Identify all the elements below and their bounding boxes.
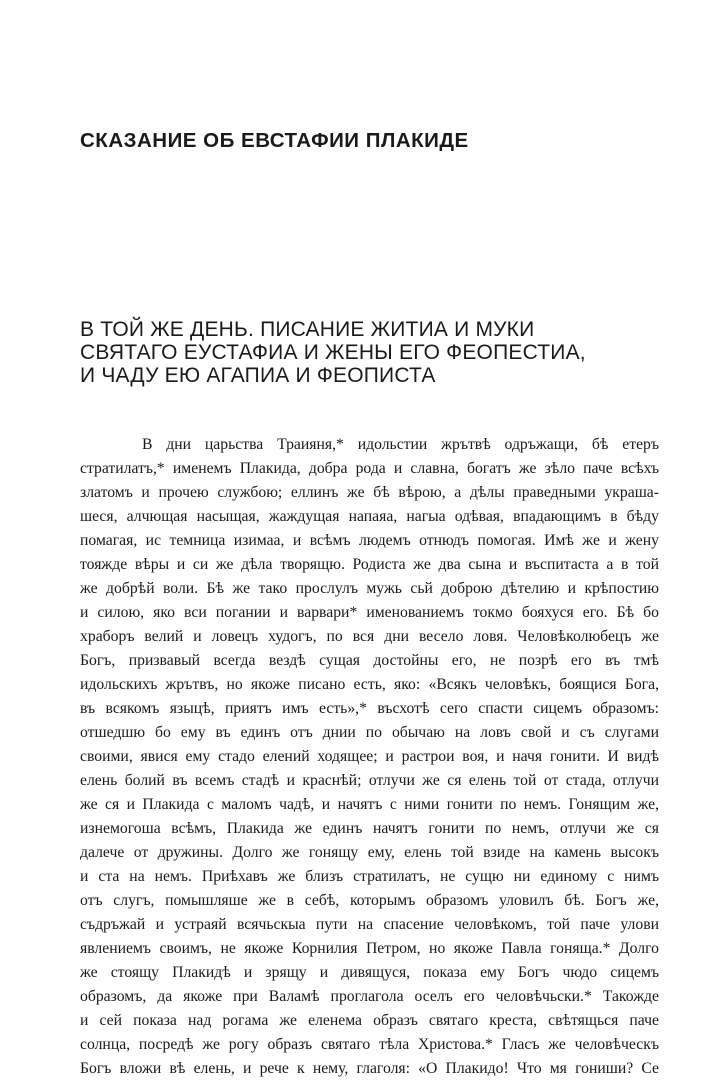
text-line: стратилатъ,* именемъ Плакида, добра рода и славна, богатъ же зѣло паче всѣхъ — [80, 460, 659, 477]
text-line: своими, явися ему стадо елений ходящее; и растрои воя, и начя гонити. И видѣ — [80, 748, 659, 765]
text-line: солнца, посредѣ же рогу образъ святаго тѣла Христова.* Гласъ же человѣческъ — [80, 1036, 659, 1053]
text-line: образомъ, да якоже при Валамѣ проглагола оселъ его человѣчьски.* Такожде — [80, 988, 659, 1005]
text-line: идольскихъ жрътвъ, но якоже писано есть, яко: «Всякъ человѣкъ, боящися Бога, — [80, 676, 659, 693]
text-line: тояжде вѣры и си же дѣла творящю. Родиста же два сына и въспитаста а в той — [80, 556, 659, 573]
text-line: и силою, яко вси погании и варвари* именованиемъ токмо бояхуся его. Бѣ бо — [80, 604, 659, 621]
section-heading — [80, 318, 660, 387]
heading-line: В ТОЙ ЖЕ ДЕНЬ. ПИСАНИЕ ЖИТИА И МУКИ — [80, 318, 535, 341]
text-line: Богъ, призвавый всегда вездѣ сущая достойны его, не позрѣ его въ тмѣ — [80, 652, 659, 669]
text-line: Богъ вложи вѣ елень, и рече к нему, глаголя: «О Плакидо! Что мя гониши? Се — [80, 1060, 659, 1077]
text-line: помагая, ис темница изимаа, и всѣмъ людемъ отнюдъ помогая. Имѣ же и жену — [80, 532, 659, 549]
heading-line: СВЯТАГО ЕУСТАФИА И ЖЕНЫ ЕГО ФЕОПЕСТИА, — [80, 341, 586, 364]
text-line: храборъ велий и ловецъ худогъ, по вся дни весело ловя. Человѣколюбецъ же — [80, 628, 659, 645]
text-line: и ста на немъ. Приѣхавъ же близъ стратилатъ, не сущю ни единому с нимъ — [80, 868, 659, 885]
text-line: далече от дружины. Долго же гонящу ему, елень той взиде на камень высокъ — [80, 844, 659, 861]
text-line: В дни царьства Траияня,* идольстии жрътвѣ одръжащи, бѣ етеръ — [142, 436, 659, 453]
text-line: златомъ и прочею службою; еллинъ же бѣ вѣрою, а дѣлы праведными украша- — [80, 484, 659, 501]
text-line: отшедшю бо ему въ единъ отъ днии по обычаю на ловъ свой и съ слугами — [80, 724, 659, 741]
text-line: съдръжай и устраяй всячьскыа пути на спасение человѣкомъ, той паче улови — [80, 916, 659, 933]
text-line: изнемогоша всѣмъ, Плакида же единъ начятъ гонити по немъ, отлучи же ся — [80, 820, 659, 837]
text-line: же добрѣй воли. Бѣ же тако прослулъ мужь сьй доброю дѣтелию и крѣпостию — [80, 580, 659, 597]
page-title: СКАЗАНИЕ ОБ ЕВСТАФИИ ПЛАКИДЕ — [80, 129, 469, 152]
text-line: въ всякомъ языцѣ, приятъ имъ есть»,* въсхотѣ сего спасти сицемъ образомъ: — [80, 700, 659, 717]
text-line: отъ слугъ, помышляше же в себѣ, которымъ образомъ уловилъ бѣ. Богъ же, — [80, 892, 659, 909]
text-line: шеся, алчющая насыщая, жаждущая напаяа, нагыа одѣвая, впадающимъ в бѣду — [80, 508, 659, 525]
text-line: и сей показа над рогама же еленема образъ святаго креста, свѣтящься паче — [80, 1012, 659, 1029]
text-line: елень болий въ всемъ стадѣ и краснѣй; отлучи же ся елень той от стада, отлучи — [80, 772, 659, 789]
heading-line: И ЧАДУ ЕЮ АГАПИА И ФЕОПИСТА — [80, 364, 436, 387]
text-line: явлениемъ своимъ, не якоже Корнилия Петром, но якоже Павла гоняща.* Долго — [80, 940, 659, 957]
body-text — [80, 433, 659, 1081]
text-line: же стоящу Плакидѣ и зрящу и дивящуся, показа ему Богъ чюдо сицемъ — [80, 964, 659, 981]
text-line: же ся и Плакида с маломъ чадѣ, и начятъ с ними гонити по немъ. Гонящим же, — [80, 796, 659, 813]
